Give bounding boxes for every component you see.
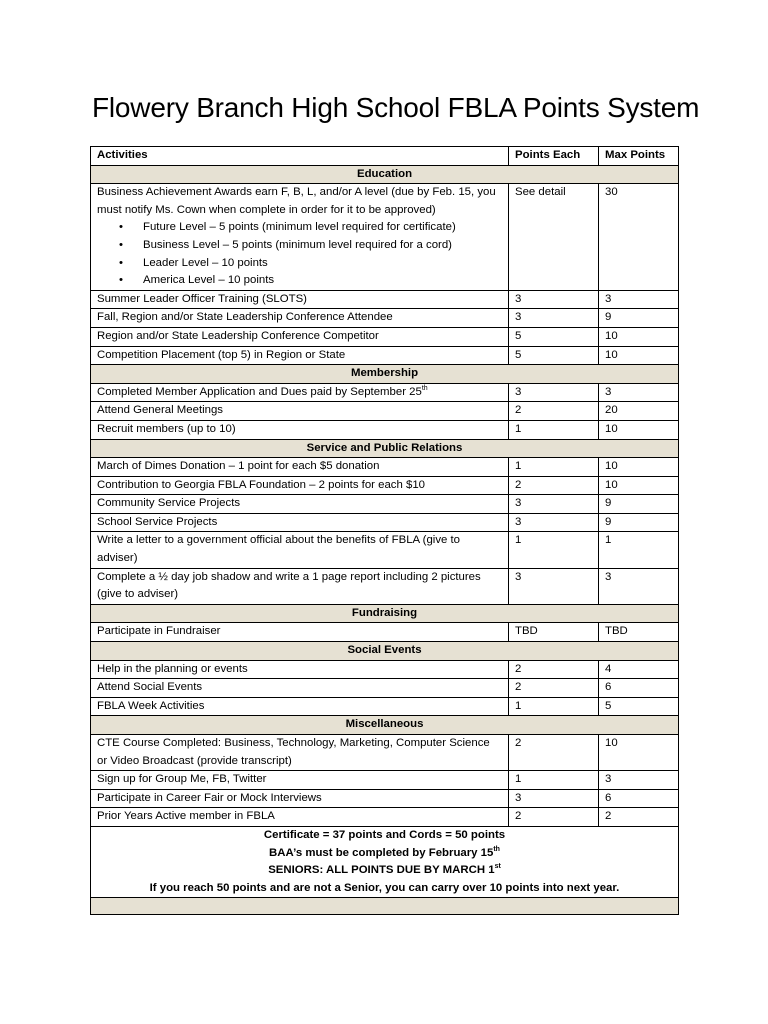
activity-cell xyxy=(91,290,509,309)
section-service xyxy=(91,439,679,458)
points-each-cell: 3 xyxy=(509,383,599,402)
activity-text: March of Dimes Donation – 1 point for each $5 donation xyxy=(97,460,380,473)
max-points-cell: 10 xyxy=(599,327,679,346)
table-row xyxy=(91,420,679,439)
activity-cell xyxy=(91,679,509,698)
activity-text: Attend Social Events xyxy=(97,681,203,694)
activity-text: Prior Years Active member in FBLA xyxy=(97,810,275,823)
fundraising-rows xyxy=(91,623,679,642)
list-item: • Future Level – 5 points (minimum level required for certificate) xyxy=(143,219,502,237)
max-points-cell: 10 xyxy=(599,420,679,439)
max-points-cell: 2 xyxy=(599,808,679,827)
membership-rows xyxy=(91,383,679,439)
activity-text: FBLA Week Activities xyxy=(97,699,205,712)
section-title: Service and Public Relations xyxy=(91,439,679,458)
table-row xyxy=(91,789,679,808)
footer-line-2-sup: th xyxy=(493,845,500,853)
group-membership xyxy=(91,365,679,384)
max-points-cell: 3 xyxy=(599,383,679,402)
table-row xyxy=(91,290,679,309)
max-points-cell: 6 xyxy=(599,679,679,698)
activity-cell xyxy=(91,513,509,532)
max-points-cell: 9 xyxy=(599,513,679,532)
footer-line-1: Certificate = 37 points and Cords = 50 points xyxy=(263,828,506,841)
activity-cell xyxy=(91,568,509,604)
activity-cell xyxy=(91,346,509,365)
social-rows xyxy=(91,660,679,716)
list-item: • America Level – 10 points xyxy=(143,272,502,290)
max-points-cell: 3 xyxy=(599,771,679,790)
section-fundraising xyxy=(91,604,679,623)
points-each-cell: TBD xyxy=(509,623,599,642)
footer-line-3-sup: st xyxy=(494,863,501,871)
max-points-cell: 4 xyxy=(599,660,679,679)
max-points-cell: 30 xyxy=(599,184,679,291)
activity-text: Recruit members (up to 10) xyxy=(97,422,236,435)
points-each-cell: 2 xyxy=(509,476,599,495)
activity-text: CTE Course Completed: Business, Technology, Marketing, Computer Science or Video Broadcast (provide transcript) xyxy=(97,737,490,767)
group-education xyxy=(91,290,679,364)
points-each-cell: 3 xyxy=(509,290,599,309)
section-misc xyxy=(91,716,679,735)
table-row-baa xyxy=(91,184,679,291)
footer-group xyxy=(91,826,679,914)
points-each-cell: 3 xyxy=(509,309,599,328)
list-item: • Business Level – 5 points (minimum level required for a cord) xyxy=(143,237,502,255)
table-row xyxy=(91,327,679,346)
table-row xyxy=(91,660,679,679)
service-rows xyxy=(91,458,679,605)
section-title: Fundraising xyxy=(91,604,679,623)
table-row xyxy=(91,735,679,771)
table-row xyxy=(91,495,679,514)
activity-text: Attend General Meetings xyxy=(97,404,224,417)
max-points-cell: TBD xyxy=(599,623,679,642)
activity-cell xyxy=(91,458,509,477)
activity-text: Help in the planning or events xyxy=(97,662,248,675)
points-table xyxy=(90,146,679,915)
max-points-cell: 20 xyxy=(599,402,679,421)
max-points-cell: 10 xyxy=(599,476,679,495)
points-each-cell: 3 xyxy=(509,513,599,532)
section-title: Membership xyxy=(91,365,679,384)
max-points-cell: 10 xyxy=(599,346,679,365)
list-item: • Leader Level – 10 points xyxy=(143,255,502,273)
activity-sup: th xyxy=(421,384,428,392)
footer-notes xyxy=(91,826,679,897)
table-row xyxy=(91,623,679,642)
max-points-cell: 1 xyxy=(599,532,679,568)
baa-levels-list xyxy=(97,219,502,289)
points-each-cell: 1 xyxy=(509,420,599,439)
points-each-cell: 5 xyxy=(509,327,599,346)
table-row xyxy=(91,808,679,827)
table-row xyxy=(91,513,679,532)
max-points-cell: 10 xyxy=(599,735,679,771)
activity-cell xyxy=(91,309,509,328)
activity-cell xyxy=(91,697,509,716)
blank-cell xyxy=(91,898,679,915)
table-header-row xyxy=(91,147,679,166)
table-row xyxy=(91,383,679,402)
activity-cell xyxy=(91,789,509,808)
activity-text: Sign up for Group Me, FB, Twitter xyxy=(97,773,267,786)
activity-text: Completed Member Application and Dues paid by September 25 xyxy=(97,385,422,398)
points-each-cell: 5 xyxy=(509,346,599,365)
points-each-cell: 3 xyxy=(509,495,599,514)
activity-cell xyxy=(91,532,509,568)
table-row xyxy=(91,679,679,698)
misc-rows xyxy=(91,735,679,827)
activity-text: Write a letter to a government official about the benefits of FBLA (give to adviser) xyxy=(97,534,461,565)
header-activities: Activities xyxy=(91,147,509,166)
points-each-cell: 2 xyxy=(509,735,599,771)
footer-line-2-text: BAA’s must be completed by February 15 xyxy=(269,846,494,859)
activity-text: Region and/or State Leadership Conference Competitor xyxy=(97,329,379,342)
points-each-cell: 3 xyxy=(509,789,599,808)
activity-cell xyxy=(91,476,509,495)
activity-cell xyxy=(91,184,509,291)
activity-text: Complete a ½ day job shadow and write a 1 page report including 2 pictures (give to adviser) xyxy=(97,570,481,601)
max-points-cell: 9 xyxy=(599,309,679,328)
activity-text: School Service Projects xyxy=(97,515,218,528)
points-each-cell: 3 xyxy=(509,568,599,604)
max-points-cell: 9 xyxy=(599,495,679,514)
table-row xyxy=(91,309,679,328)
points-each-cell: See detail xyxy=(509,184,599,291)
section-membership xyxy=(91,365,679,384)
blank-row xyxy=(91,898,679,915)
points-each-cell: 2 xyxy=(509,660,599,679)
points-each-cell: 1 xyxy=(509,458,599,477)
table-row xyxy=(91,532,679,568)
points-each-cell: 2 xyxy=(509,402,599,421)
max-points-cell: 3 xyxy=(599,568,679,604)
footer-notes-row xyxy=(91,826,679,897)
section-title: Miscellaneous xyxy=(91,716,679,735)
group-fundraising xyxy=(91,604,679,623)
activity-text: Competition Placement (top 5) in Region or State xyxy=(97,348,346,361)
table-row xyxy=(91,476,679,495)
table-row xyxy=(91,402,679,421)
footer-line-3 xyxy=(97,862,672,880)
activity-cell xyxy=(91,660,509,679)
section-social xyxy=(91,642,679,661)
section-education xyxy=(91,165,679,184)
activity-cell xyxy=(91,383,509,402)
max-points-cell: 6 xyxy=(599,789,679,808)
activity-cell xyxy=(91,402,509,421)
activity-cell xyxy=(91,420,509,439)
footer-line-4: If you reach 50 points and are not a Senior, you can carry over 10 points into next year. xyxy=(149,881,620,894)
header-max-points: Max Points xyxy=(599,147,679,166)
table-row xyxy=(91,568,679,604)
footer-line-2 xyxy=(97,845,672,863)
points-each-cell: 2 xyxy=(509,808,599,827)
points-each-cell: 2 xyxy=(509,679,599,698)
group-social xyxy=(91,642,679,661)
activity-text: Contribution to Georgia FBLA Foundation – 2 points for each $10 xyxy=(97,478,426,491)
points-each-cell: 1 xyxy=(509,771,599,790)
table-row xyxy=(91,771,679,790)
activity-cell xyxy=(91,623,509,642)
table-row xyxy=(91,697,679,716)
points-each-cell: 1 xyxy=(509,697,599,716)
activity-text: Fall, Region and/or State Leadership Conference Attendee xyxy=(97,311,393,324)
activity-cell xyxy=(91,735,509,771)
group-misc xyxy=(91,716,679,735)
section-title: Education xyxy=(91,165,679,184)
footer-line-3-text: SENIORS: ALL POINTS DUE BY MARCH 1 xyxy=(268,864,495,877)
activity-text: Participate in Fundraiser xyxy=(97,625,221,638)
activity-text: Participate in Career Fair or Mock Interviews xyxy=(97,791,322,804)
activity-cell xyxy=(91,771,509,790)
activity-cell xyxy=(91,327,509,346)
group-service xyxy=(91,439,679,458)
max-points-cell: 5 xyxy=(599,697,679,716)
activity-cell xyxy=(91,808,509,827)
points-each-cell: 1 xyxy=(509,532,599,568)
page-title: Flowery Branch High School FBLA Points System xyxy=(92,92,700,123)
activity-text: Summer Leader Officer Training (SLOTS) xyxy=(97,292,307,305)
activity-text: Business Achievement Awards earn F, B, L, and/or A level (due by Feb. 15, you must notify Ms. Cown when complete in order for it to be approved) xyxy=(97,186,496,216)
table-body xyxy=(91,165,679,290)
max-points-cell: 3 xyxy=(599,290,679,309)
header-points-each: Points Each xyxy=(509,147,599,166)
max-points-cell: 10 xyxy=(599,458,679,477)
activity-text: Community Service Projects xyxy=(97,497,241,510)
activity-cell xyxy=(91,495,509,514)
table-row xyxy=(91,346,679,365)
table-row xyxy=(91,458,679,477)
section-title: Social Events xyxy=(91,642,679,661)
